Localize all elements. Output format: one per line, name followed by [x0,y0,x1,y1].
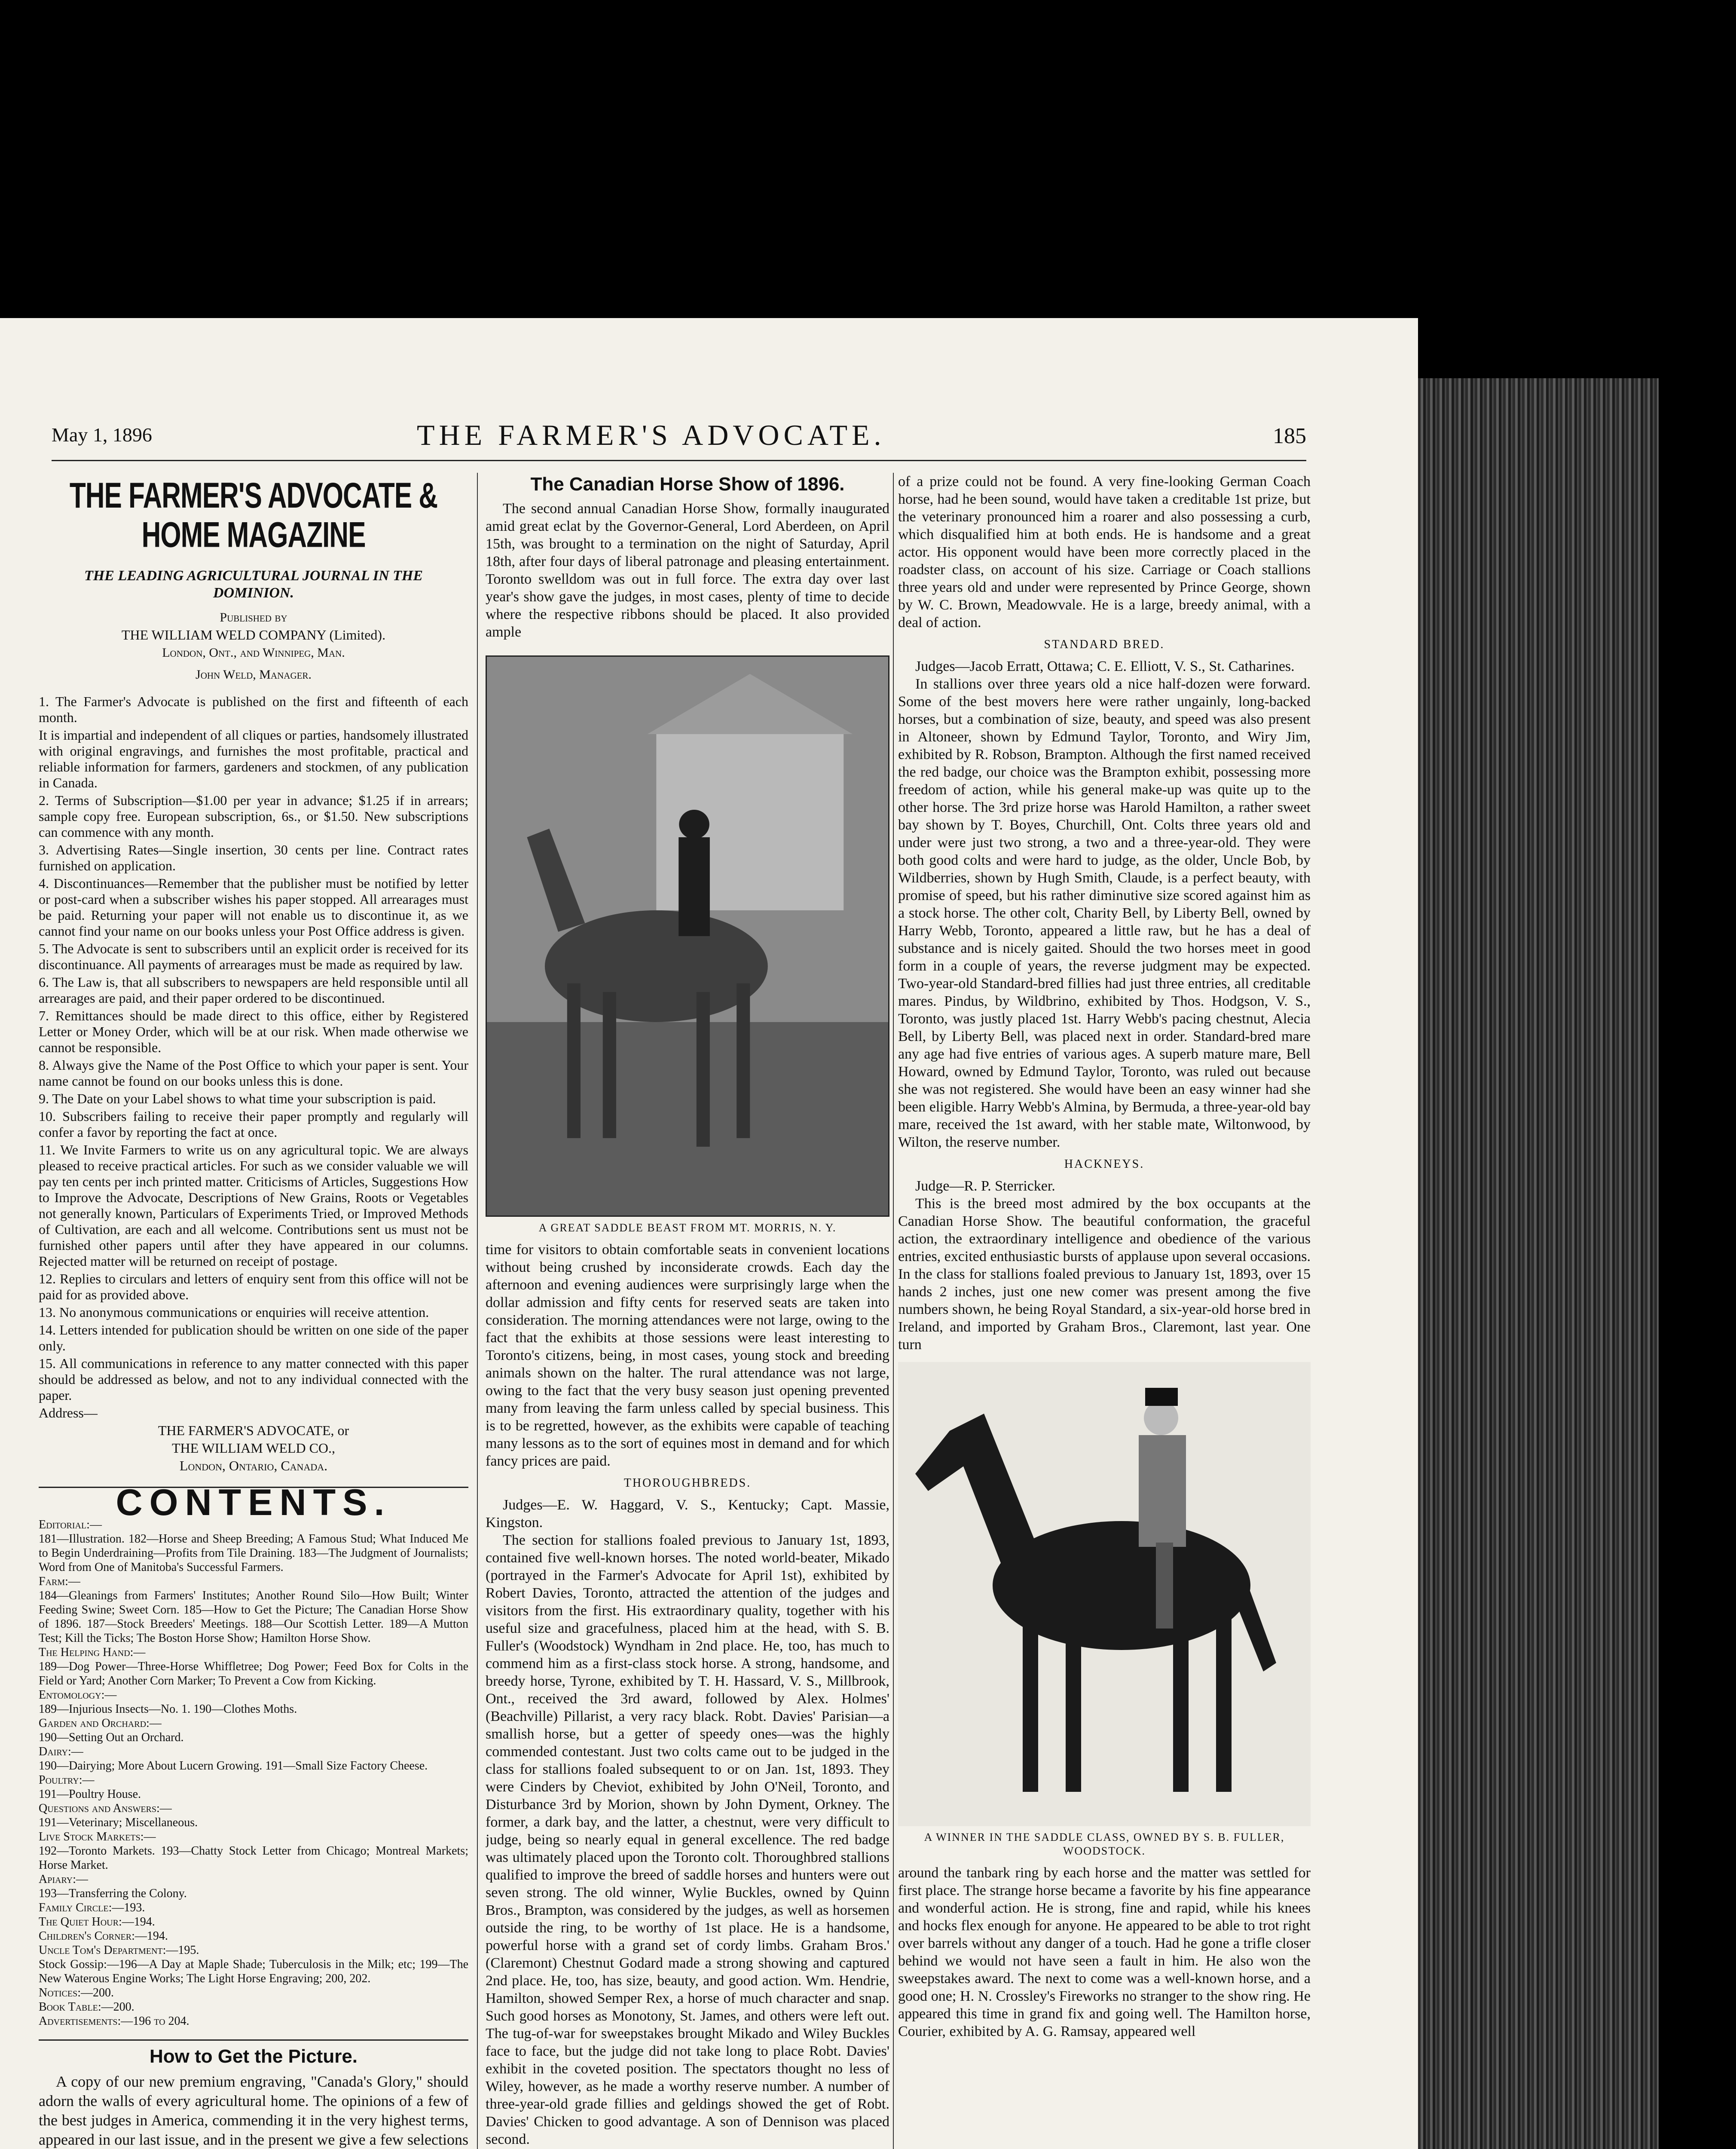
picture-article-title: How to Get the Picture. [39,2039,468,2065]
masthead-title: THE FARMER'S ADVOCATE & HOME MAGAZINE [69,475,438,555]
carriage-continued: of a prize could not be found. A very fine-looking German Coach horse, had he been sound, would have taken a creditable 1st prize, but the veterinary pronounced him a roarer and also possessing a curb, which disqualified him at both ends. He is handsome and a great actor. His opponent would have been more correctly placed in the roadster class, on account of his size. Carriage or Coach stallions three years old and under were represented by Prince George, shown by W. C. Brown, Meadowvale. He is a large, breedy animal, with a deal of action. [898,474,1311,631]
column-divider [893,473,894,2149]
contents-entry: The Quiet Hour:—194. [39,1915,155,1929]
publisher-offices: London, Ont., and Winnipeg, Man. [162,646,345,660]
standard-judges: Judges—Jacob Erratt, Ottawa; C. E. Elliott, V. S., St. Catharines. [915,658,1295,674]
contents-entry: Family Circle:—193. [39,1901,145,1914]
contents-entry: 189—Injurious Insects—No. 1. 190—Clothes Moths. [39,1702,297,1716]
contents-entry: 184—Gleanings from Farmers' Institutes; Another Round Silo—How Built; Winter Feeding Swine; Sweet Corn. 185—How to Get the Picture; The Canadian Horse Show of 1896. 187—Stock Breeders' Meetings. 188—Our Scottish Letter. 189—A Mutton Test; Kill the Ticks; The Boston Horse Show; Hamilton Horse Show. [39,1589,468,1645]
publisher-manager: John Weld, Manager. [196,667,312,682]
terms-item: 13. No anonymous communications or enquiries will receive attention. [39,1304,429,1320]
terms-item: 15. All communications in reference to any matter connected with this paper should be addressed as below, and not to any individual connected with the paper. [39,1356,468,1403]
column-middle [486,473,889,2149]
section-heading-standard-bred: STANDARD BRED. [1044,638,1165,651]
contents-entry: Poultry:— [39,1773,95,1787]
thoroughbreds-judges: Judges—E. W. Haggard, V. S., Kentucky; Capt. Massie, Kingston. [486,1497,889,1531]
column-left [39,473,468,2149]
contents-entry: Apiary:— [39,1873,88,1886]
standard-body: In stallions over three years old a nice half-dozen were forward. Some of the best movers here were rather ungainly, long-backed horses, but a combination of size, beauty, and speed was also present in Altoneer, shown by Edmund Taylor, Toronto, and Wiry Jim, exhibited by R. Robson, Brampton. Although the first named received the red badge, our choice was the Brampton exhibit, possessing more freedom of action, while his general make-up was quite up to the other horse. The 3rd prize horse was Harold Hamilton, a rather sweet bay shown by T. Boyes, Churchill, Ont. Colts three years old and under were just two strong, a two and a three-year-old. They were both good colts and were hard to judge, as the older, Uncle Bob, by Wildberries, shown by Hugh Smith, Claude, is a perfect beauty, with promise of speed, but his rather diminutive size scored against him as a stock horse. The other colt, Charity Bell, by Liberty Bell, owned by Harry Webb, Toronto, appeared a little raw, but he has a deal of substance and is nicely gaited. Should the two horses meet in good form in a couple of years, the reverse judgment may be expected. Two-year-old Standard-bred fillies had just three entries, all creditable mares. Pindus, by Wildbrino, exhibited by Thos. Hodgson, V. S., Toronto, was justly placed 1st. Harry Webb's pacing chestnut, Alecia Bell, by Liberty Bell, was placed next in order. Standard-bred mare any age had five entries of various ages. A superb mature mare, Bell Howard, owned by Edmund Taylor, Toronto, was ruled out because she was not registered. She would have been an easy winner had she been eligible. Harry Webb's Almina, by Bermuda, a three-year-old bay mare, received the 1st award, with her stable mate, Wiltonwood, by Wilton, the reserve number. [898,676,1311,1150]
picture-article-body: A copy of our new premium engraving, "Canada's Glory," should adorn the walls of every agricultural home. The opinions of a few of the best judges in America, commending it in the very highest terms, appeared in our last issue, and in the present we give a few selections [39,2073,468,2148]
address-label: Address— [39,1405,98,1420]
terms-item: It is impartial and independent of all cliques or parties, handsomely illustrated with original engravings, and furnishes the most profitable, practical and reliable information for farmers, gardeners and stockmen, of any publication in Canada. [39,727,468,790]
contents-entry: 191—Poultry House. [39,1788,141,1801]
terms-item: 3. Advertising Rates—Single insertion, 30 cents per line. Contract rates furnished on application. [39,842,468,873]
horse-rider-illustration [898,1362,1311,1826]
photo-caption: A WINNER IN THE SADDLE CLASS, OWNED BY S. B. FULLER, WOODSTOCK. [924,1831,1285,1857]
saddle-class-photo [898,1362,1311,1826]
hackneys-body: This is the breed most admired by the box occupants at the Canadian Horse Show. The beautiful conformation, the graceful action, the extraordinary intelligence and obedience of the various entries, excited enthusiastic bursts of applause upon several occasions. In the class for stallions foaled previous to January 1st, 1893, over 15 hands 2 inches, just one new comer was present among the five numbers shown, he being Royal Standard, a six-year-old horse bred in Ireland, and imported by Graham Bros., Claremont, last year. One turn [898,1196,1311,1353]
photo-caption: A GREAT SADDLE BEAST FROM MT. MORRIS, N. Y. [538,1221,837,1234]
horse-show-intro: The second annual Canadian Horse Show, formally inaugurated amid great eclat by the Governor-General, Lord Aberdeen, on April 15th, was brought to a termination on the night of Saturday, April 18th, after four days of liberal patronage and pleasing entertainment. Toronto swelldom was out in full force. The extra day over last year's show gave the judges, in most cases, plenty of time to decide where the respective ribbons should be placed. It also provided ample [486,501,889,640]
contents-entry: Uncle Tom's Department:—195. [39,1944,199,1957]
horse-show-body: time for visitors to obtain comfortable seats in convenient locations without being crushed by inconsiderate crowds. Each day the afternoon and evening audiences were surprisingly large when the dollar admission and fifty cents for reserved seats are taken into consideration. The morning attendances were not large, owing to the fact that the exhibits at those sessions were least interesting to Toronto's citizens, being, in most cases, young stock and breeding animals shown on the halter. The rural attendance was not large, owing to the fact that the very busy season just opening prevented many from leaving the farm unless called by special business. This is to be regretted, however, as the exhibits were capable of teaching many lessons as to the sort of equines most in demand and for which fancy prices are paid. [486,1242,889,1469]
contents-entry: 189—Dog Power—Three-Horse Whiffletree; Dog Power; Feed Box for Colts in the Field or Yard; Another Corn Marker; To Prevent a Cow from Kicking. [39,1660,468,1687]
terms-item: 8. Always give the Name of the Post Office to which your paper is sent. Your name cannot be found on our books unless this is done. [39,1057,468,1089]
contents-entry: Entomology:— [39,1688,117,1702]
book-spine-edge [1418,378,1659,2149]
contents-entry: Book Table:—200. [39,2000,134,2014]
terms-item: 6. The Law is, that all subscribers to newspapers are held responsible until all arrearages are paid, and their paper ordered to be discontinued. [39,974,468,1006]
masthead-subtitle: THE LEADING AGRICULTURAL JOURNAL IN THE DOMINION. [84,568,423,601]
contents-entry: Dairy:— [39,1745,83,1758]
publisher-name: THE WILLIAM WELD COMPANY (Limited). [121,627,386,643]
hackneys-judge: Judge—R. P. Sterricker. [915,1178,1055,1194]
terms-item: 9. The Date on your Label shows to what time your subscription is paid. [39,1091,436,1106]
contents-entry: 190—Dairying; More About Lucern Growing. 191—Small Size Factory Cheese. [39,1759,428,1772]
page-number: 185 [1273,424,1306,448]
header-rule [52,460,1306,461]
issue-date: May 1, 1896 [52,424,152,446]
contents-entry: Questions and Answers:— [39,1802,172,1815]
terms-item: 2. Terms of Subscription—$1.00 per year in advance; $1.25 if in arrears; sample copy free. European subscription, 6s., or $1.50. New subscriptions can commence with any month. [39,793,468,840]
contents-entry: Notices:—200. [39,1986,114,1999]
terms-item: 7. Remittances should be made direct to this office, either by Registered Letter or Money Order, which will be at our risk. When made otherwise we cannot be responsible. [39,1008,468,1055]
thoroughbreds-body: The section for stallions foaled previous to January 1st, 1893, contained five well-known horses. The noted world-beater, Mikado (portrayed in the Farmer's Advocate for April 1st), exhibited by Robert Davies, Toronto, attracted the attention of the judges and visitors from the first. His extraordinary quality, together with his useful size and gracefulness, placed him at the head, with S. B. Fuller's (Woodstock) Wyndham in 2nd place. He, too, has much to commend him as a first-class stock horse. A strong, handsome, and breedy horse, Tyrone, exhibited by T. H. Hassard, V. S., Millbrook, Ont., received the 3rd award, followed by Alex. Holmes' (Beachville) Pillarist, a very racy black. Robt. Davies' Parisian—a smallish horse, but a getter of speedy ones—was the highly commended contestant. Just two colts came out to be judged in the class for stallions foaled subsequent to or on Jan. 1st, 1893. They were Cinders by Cheviot, exhibited by John O'Neil, Toronto, and Disturbance 3rd by Morion, shown by John Dyment, Orkney. The former, a dark bay, and the latter, a chestnut, were very difficult to judge, being so nearly equal in general excellence. The red badge was ultimately placed upon the Toronto colt. Thoroughbred stallions qualified to improve the breed of saddle horses and hunters were out seven strong. The old winner, Wylie Buckles, owned by Quinn Bros., Brampton, was considered by the judges, as well as horsemen outside the ring, to be worthy of 1st place. He is a handsome, powerful horse with a grand set of cordy limbs. Graham Bros.' (Claremont) Chestnut Godard made a strong showing and captured 2nd place. He, too, has size, beauty, and good action. Wm. Hendrie, Hamilton, showed Semper Rex, a horse of much character and snap. Such good horses as Monotony, St. James, and others were left out. The tug-of-war for sweepstakes brought Mikado and Wiley Buckles face to face, but the judge did not take long to place Robt. Davies' exhibit in the coveted position. The spectators thought no less of Wiley, however, as he made a worthy reserve number. A number of three-year-old grade fillies and geldings showed the get of Robt. Davies' Chicken to good advantage. A son of Dennison was placed second. [486,1532,889,2147]
contents-list [39,1518,468,2028]
contents-heading: CONTENTS. [39,1487,468,1512]
contents-entry: Live Stock Markets:— [39,1830,156,1843]
newspaper-title: THE FARMER'S ADVOCATE. [417,419,886,451]
terms-item: 12. Replies to circulars and letters of enquiry sent from this office will not be paid for as provided above. [39,1271,468,1302]
contents-entry: Stock Gossip:—196—A Day at Maple Shade; Tuberculosis in the Milk; etc; 199—The New Waterous Engine Works; The Light Horse Engraving; 200, 202. [39,1958,468,1985]
contents-entry: Children's Corner:—194. [39,1929,168,1943]
contents-entry: 193—Transferring the Colony. [39,1887,187,1900]
terms-item: 14. Letters intended for publication should be written on one side of the paper only. [39,1322,468,1353]
saddle-beast-photo [486,655,889,1217]
contents-entry: Garden and Orchard:— [39,1717,162,1730]
page-header [52,419,1306,453]
contents-entry: Editorial:— [39,1518,102,1531]
contents-entry: 191—Veterinary; Miscellaneous. [39,1816,198,1829]
contents-entry: 181—Illustration. 182—Horse and Sheep Breeding; A Famous Stud; What Induced Me to Begin Underdraining—Profits from Tile Draining. 183—The Judgment of Journalists; Word from One of Manitoba's Successful Farmers. [39,1532,468,1574]
address-line: THE FARMER'S ADVOCATE, or [158,1423,349,1438]
terms-item: 1. The Farmer's Advocate is published on the first and fifteenth of each month. [39,694,468,725]
terms-item: 10. Subscribers failing to receive their paper promptly and regularly will confer a favor by reporting the fact at once. [39,1108,468,1140]
terms-list [39,694,468,1403]
horse-show-title: The Canadian Horse Show of 1896. [530,474,845,495]
address-line: THE WILLIAM WELD CO., [171,1440,336,1456]
contents-entry: 192—Toronto Markets. 193—Chatty Stock Letter from Chicago; Montreal Markets; Horse Market. [39,1844,468,1872]
column-right [898,473,1311,2149]
horse-rider-illustration [487,657,888,1215]
contents-entry: Farm:— [39,1575,80,1588]
contents-entry: 190—Setting Out an Orchard. [39,1731,184,1744]
section-heading-hackneys: HACKNEYS. [1064,1157,1145,1171]
address-line: London, Ontario, Canada. [179,1458,328,1473]
contents-entry: Advertisements:—196 to 204. [39,2014,189,2028]
hackneys-continued: around the tanbark ring by each horse and the matter was settled for first place. The strange horse became a favorite by his fine appearance and wonderful action. He is strong, fine and rapid, while his knees and hocks flex enough for anyone. He appeared to be able to trot right over barrels without any danger of a touch. Had he gone a trifle closer behind we would not have seen a fault in him. He also won the sweepstakes award. The next to come was a well-known horse, and a good one; H. N. Crossley's Fireworks no stranger to the show ring. He appeared this time in grand fix and going well. The Hamilton horse, Courier, exhibited by A. G. Ramsay, appeared well [898,1865,1311,2039]
contents-entry: The Helping Hand:— [39,1646,146,1659]
terms-item: 4. Discontinuances—Remember that the publisher must be notified by letter or post-card when a subscriber wishes his paper stopped. All arrearages must be paid. Returning your paper will not enable us to discontinue it, as we cannot find your name on our books unless your Post Office address is given. [39,876,468,939]
column-divider [477,473,478,2149]
terms-item: 5. The Advocate is sent to subscribers until an explicit order is received for its discontinuance. All payments of arrearages must be made as required by law. [39,941,468,972]
section-heading-thoroughbreds: THOROUGHBREDS. [623,1476,752,1490]
terms-item: 11. We Invite Farmers to write us on any agricultural topic. We are always pleased to receive practical articles. For such as we consider valuable we will pay ten cents per inch printed matter. Criticisms of Articles, Suggestions How to Improve the Advocate, Descriptions of New Grains, Roots or Vegetables not generally known, Particulars of Experiments Tried, or Improved Methods of Cultivation, are each and all welcome. Contributions sent us must not be furnished other papers until after they have appeared in our columns. Rejected matter will be returned on receipt of postage. [39,1142,468,1269]
newspaper-page [0,318,1418,2149]
published-by: Published by [220,610,287,624]
